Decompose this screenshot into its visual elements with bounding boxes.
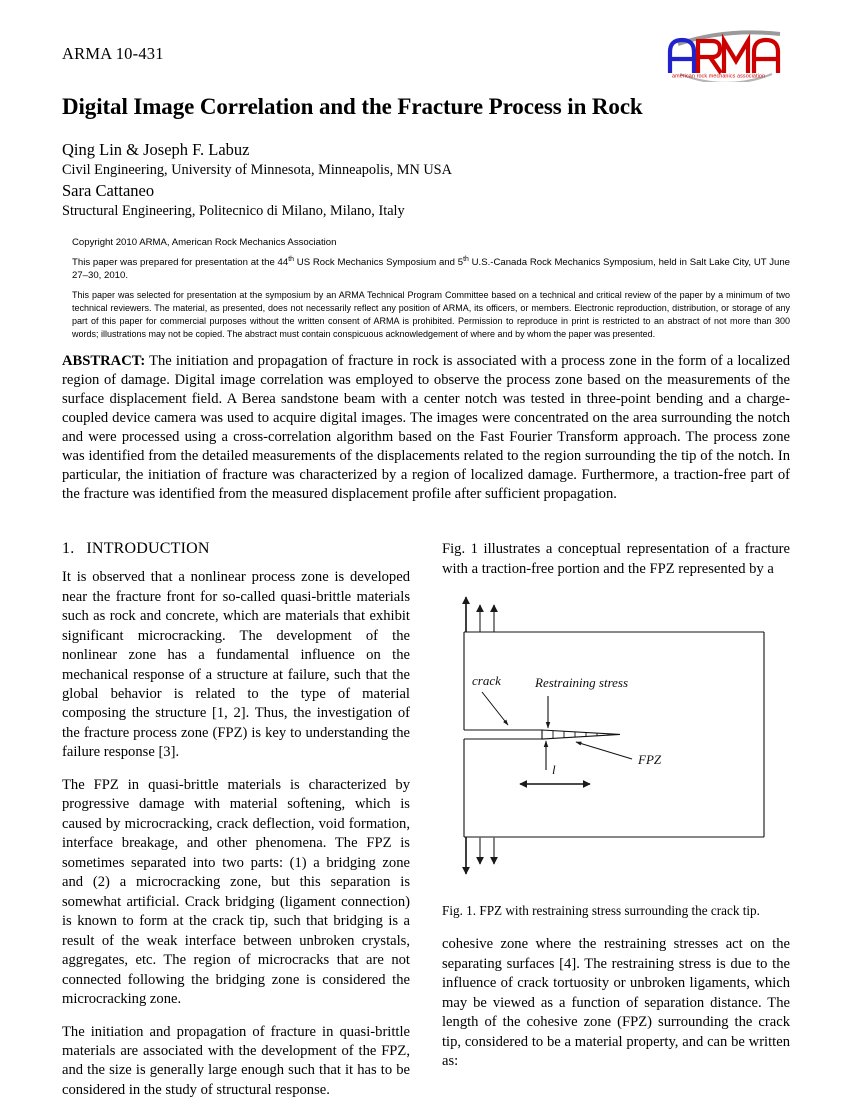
svg-text:american rock mechanics associ: american rock mechanics association bbox=[672, 73, 766, 80]
abstract-label: ABSTRACT: bbox=[62, 353, 146, 370]
copyright-line: Copyright 2010 ARMA, American Rock Mechanics Association bbox=[72, 236, 337, 248]
figure-label-fpz: FPZ bbox=[638, 752, 662, 768]
paragraph: Fig. 1 illustrates a conceptual representation of a fracture with a traction-free portion and the FPZ represented by a bbox=[442, 541, 790, 577]
page-title: Digital Image Correlation and the Fracture Process in Rock bbox=[62, 94, 643, 119]
presentation-note-part-a: This paper was prepared for presentation at the 44 bbox=[72, 256, 289, 268]
arma-logo-icon bbox=[662, 30, 790, 82]
copyright-block bbox=[72, 236, 790, 341]
right-column bbox=[442, 540, 790, 1100]
abstract-text: The initiation and propagation of fracture in rock is associated with a process zone in the form of a localized region of damage. Digital image correlation was employed to observe the process zone based on the measurements of the surface displacement field. A Berea sandstone beam with a center notch was tested in three-point bending and a charge-coupled device camera was used to acquire digital images. The images were concentrated on the area surrounding the notch and were processed using a cross-correlation algorithm based on the Fast Fourier Transform approach. The process zone was identified from the detailed measurements of the displacements related to the region surrounding the tip of the notch. In particular, the initiation of fracture was characterized by a region of localized damage. Furthermore, a traction-free part of the fracture was identified from the measured displacement profile after sufficient propagation. bbox=[62, 353, 790, 503]
figure-1 bbox=[442, 592, 790, 892]
header bbox=[62, 44, 790, 88]
fpz-wedge bbox=[542, 730, 620, 739]
section-heading-introduction bbox=[62, 540, 410, 558]
presentation-note-part-c: U.S.-Canada Rock Mechanics Symposium, held in Salt Lake City, UT June 27–30, 2010. bbox=[72, 256, 791, 282]
author-block bbox=[62, 139, 790, 220]
bottom-load-arrows bbox=[466, 837, 494, 874]
top-load-arrows bbox=[466, 597, 494, 632]
ordinal-suffix-5: th bbox=[463, 255, 469, 263]
paragraph: It is observed that a nonlinear process zone is developed near the fracture front for so-called quasi-brittle materials such as rock and concrete, which are materials that exhibit significant microcracking. The development of the nonlinear zone has a fundamental influence on the mechanical response of a structure at failure, such that the global behavior is related to the type of material composing the structure [1, 2]. Thus, the investigation of the fracture process zone (FPZ) is key to understanding the failure response [3]. bbox=[62, 569, 410, 761]
figure-label-crack: crack bbox=[472, 673, 501, 689]
author-affiliation-1: Civil Engineering, University of Minnesota, Minneapolis, MN USA bbox=[62, 162, 452, 179]
ordinal-suffix-44: th bbox=[288, 255, 294, 263]
author-affiliation-2: Structural Engineering, Politecnico di Milano, Milano, Italy bbox=[62, 202, 405, 219]
figure-label-length: l bbox=[552, 762, 556, 778]
author-names-2: Sara Cattaneo bbox=[62, 181, 155, 201]
body-columns bbox=[62, 540, 790, 1100]
presentation-note-part-b: US Rock Mechanics Symposium and 5 bbox=[294, 256, 464, 268]
figure-label-restraining-stress: Restraining stress bbox=[535, 675, 629, 691]
paper-id: ARMA 10-431 bbox=[62, 44, 164, 63]
presentation-note bbox=[72, 256, 790, 282]
paragraph: cohesive zone where the restraining stresses act on the separating surfaces [4]. The restraining stress is due to the influence of crack tortuosity or unbroken ligaments, which may be viewed as a function of separation distance. The length of the cohesive zone (FPZ) surrounding the crack tip, considered to be a material property, and can be written as: bbox=[442, 936, 790, 1070]
section-number: 1. bbox=[62, 540, 75, 558]
section-title: INTRODUCTION bbox=[86, 540, 210, 558]
paragraph: The initiation and propagation of fracture in quasi-brittle materials are associated with the development of the FPZ, and the size is generally large enough such that it has to be considered in the study of structural response. bbox=[62, 1023, 410, 1098]
page-content bbox=[62, 44, 790, 1100]
disclaimer-text: This paper was selected for presentation at the symposium by an ARMA Technical Program Committee based on a technical and critical review of the paper by a minimum of two technical reviewers. The material, as presented, does not necessarily reflect any position of ARMA, its officers, or members. Electronic reproduction, distribution, or storage of any part of this paper for commercial purposes without the written consent of ARMA is prohibited. Permission to reproduce in print is restricted to an abstract of not more than 300 words; illustrations may not be copied. The abstract must contain conspicuous acknowledgement of where and by whom the paper was presented. bbox=[72, 290, 790, 339]
crack-slit bbox=[464, 730, 542, 739]
author-names-1: Qing Lin & Joseph F. Labuz bbox=[62, 140, 250, 160]
abstract-section bbox=[62, 352, 790, 504]
paragraph: The FPZ in quasi-brittle materials is characterized by progressive damage with material softening, which is caused by microcracking, crack deflection, void formation, interface breakage, and other phenomena. The FPZ is sometimes separated into two parts: (1) a bridging zone and (2) a microcracking zone, but this separation is somewhat artificial. Crack bridging (ligament connection) is known to form at the crack tip, such that bridging is a result of the weak interface between unbroken crystals, aggregates, etc. The region of microcracks that are not connected following the bridging zone is considered the microcracking zone. bbox=[62, 776, 410, 1008]
figure-caption: Fig. 1. FPZ with restraining stress surrounding the crack tip. bbox=[442, 903, 760, 919]
left-column bbox=[62, 540, 410, 1100]
